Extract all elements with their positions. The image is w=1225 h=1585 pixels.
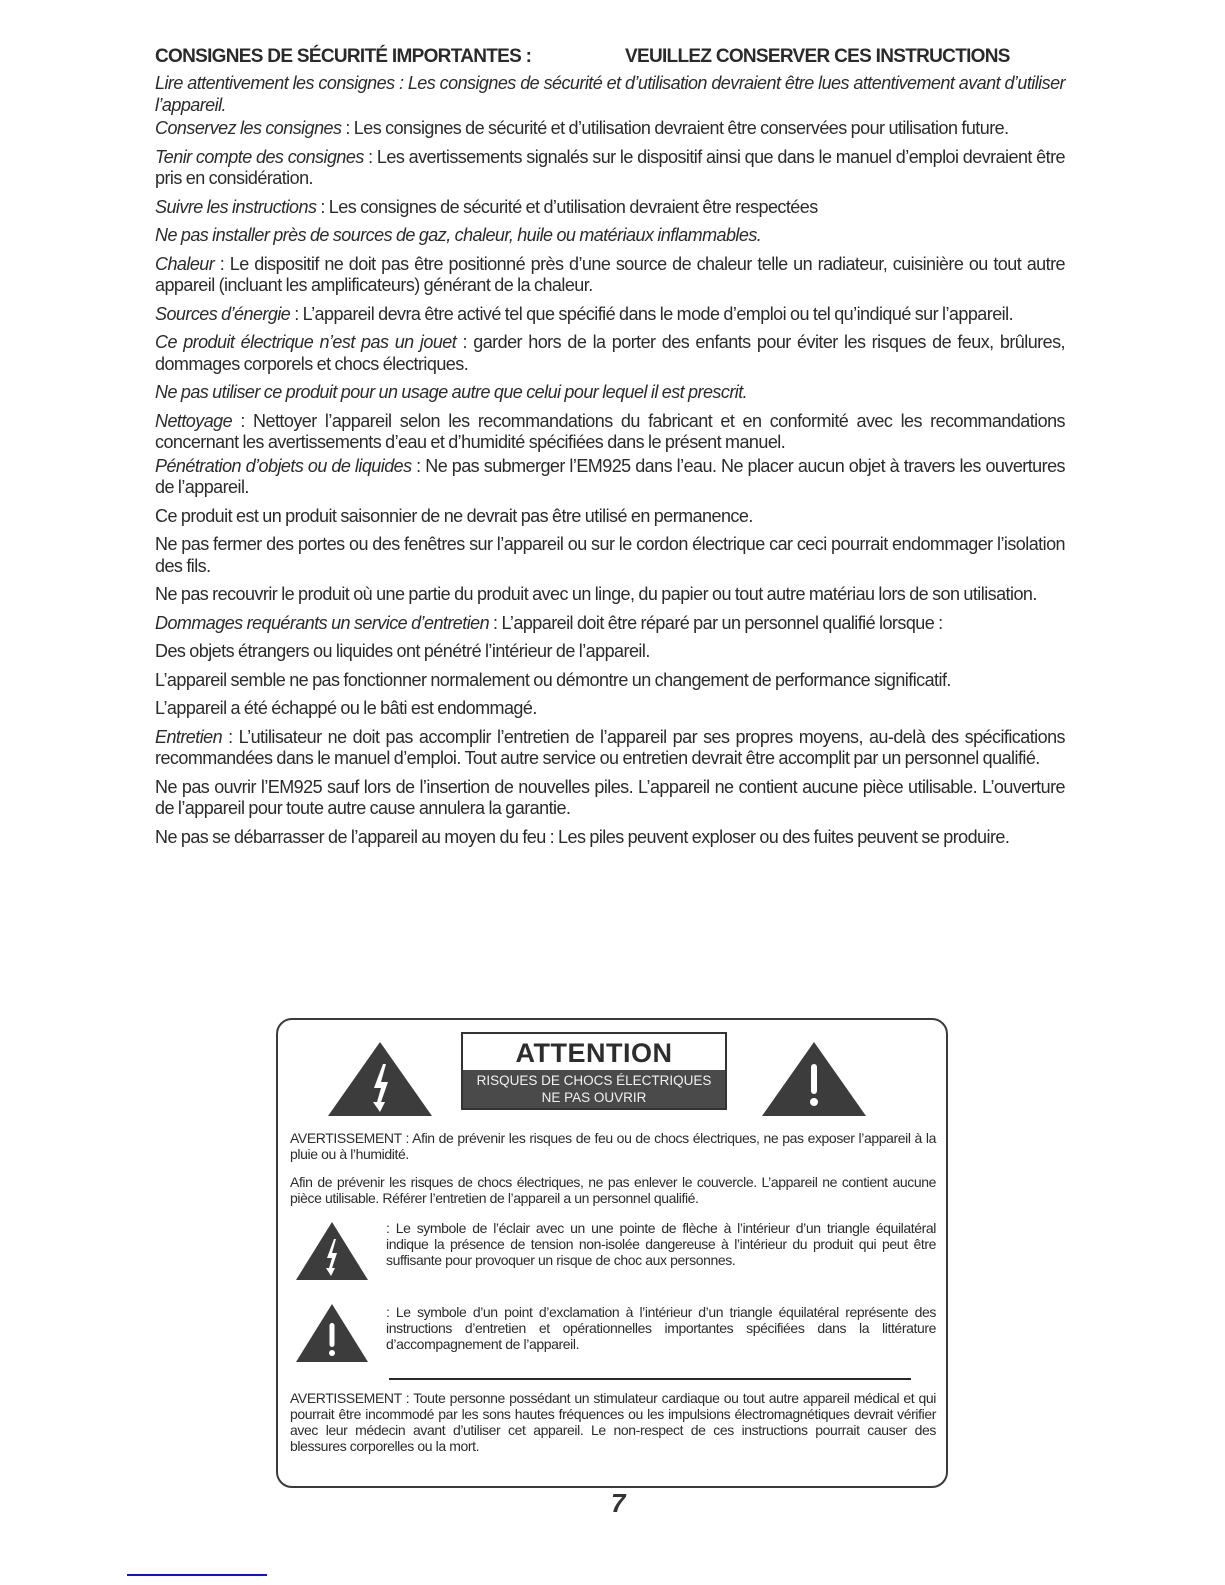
divider bbox=[389, 1378, 911, 1380]
paragraph: Nettoyage : Nettoyer l’appareil selon les recommandations du fabricant et en conformité avec les recommandations concernant les avertissements d’eau et d’humidité spécifiées dans le présent manuel. bbox=[155, 410, 1065, 452]
paragraph: Ne pas utiliser ce produit pour un usage autre que celui pour lequel il est prescrit. bbox=[155, 382, 748, 402]
heading-left: CONSIGNES DE SÉCURITÉ IMPORTANTES : bbox=[155, 46, 532, 67]
link-underline bbox=[127, 1574, 267, 1576]
paragraph: Chaleur : Le dispositif ne doit pas être positionné près d’une source de chaleur telle un radiateur, cuisinière ou tout autre appareil (incluant les amplificateurs) générant de la chaleur. bbox=[155, 253, 1065, 295]
attention-line-1: RISQUES DE CHOCS ÉLECTRIQUES bbox=[476, 1073, 712, 1088]
paragraph: Ce produit est un produit saisonnier de ne devrait pas être utilisé en permanence. bbox=[155, 505, 753, 526]
exclamation-symbol-description: : Le symbole d’un point d’exclamation à l’intérieur d’un triangle équilatéral représente des instructions d’entretien et opérationnelles importantes spécifiées dans la littérature d’accompagnement de l’appareil. bbox=[386, 1304, 936, 1352]
paragraph: Lire attentivement les consignes : Les consignes de sécurité et d’utilisation devraient être lues attentivement avant d’utiliser l’appareil. bbox=[155, 73, 1065, 115]
paragraph: L’appareil a été échappé ou le bâti est endommagé. bbox=[155, 698, 537, 718]
paragraph: Des objets étrangers ou liquides ont pénétré l’intérieur de l’appareil. bbox=[155, 641, 650, 661]
attention-label bbox=[461, 1032, 727, 1110]
safety-instructions bbox=[155, 73, 1065, 850]
warning-box bbox=[276, 1018, 948, 1488]
paragraph: Ne pas installer près de sources de gaz, chaleur, huile ou matériaux inflammables. bbox=[155, 225, 762, 245]
attention-band bbox=[463, 1070, 725, 1108]
warning-fire-humidity: AVERTISSEMENT : Afin de prévenir les risques de feu ou de chocs électriques, ne pas exposer l’appareil à la pluie ou à l’humidité. bbox=[290, 1130, 936, 1162]
paragraph: Tenir compte des consignes : Les avertissements signalés sur le dispositif ainsi que dans le manuel d’emploi devraient être pris en considération. bbox=[155, 146, 1065, 188]
warning-pacemaker: AVERTISSEMENT : Toute personne possédant un stimulateur cardiaque ou tout autre appareil médical et qui pourrait être incommodé par les sons hautes fréquences ou les impulsions électromagnétiques devrait vérifier avec leur médecin avant d’utiliser cet appareil. Le non-respect de ces instructions pourrait causer des blessures corporelles ou la mort. bbox=[290, 1390, 936, 1454]
paragraph: Ne pas se débarrasser de l’appareil au moyen du feu : Les piles peuvent exploser ou des fuites peuvent se produire. bbox=[155, 826, 1010, 847]
lightning-symbol-icon bbox=[296, 1222, 368, 1280]
paragraph: Ne pas recouvrir le produit où une partie du produit avec un linge, du papier ou tout autre matériau lors de son utilisation. bbox=[155, 584, 1037, 604]
attention-line-2: NE PAS OUVRIR bbox=[541, 1090, 647, 1105]
exclamation-warning-icon bbox=[762, 1042, 866, 1116]
paragraph: Suivre les instructions : Les consignes de sécurité et d’utilisation devraient être respectées bbox=[155, 196, 818, 217]
paragraph: Pénétration d’objets ou de liquides : Ne pas submerger l’EM925 dans l’eau. Ne placer aucun objet à travers les ouvertures de l’appareil. bbox=[155, 455, 1065, 497]
page-heading bbox=[155, 46, 1075, 70]
paragraph: Conservez les consignes : Les consignes de sécurité et d’utilisation devraient être conservées pour utilisation future. bbox=[155, 118, 1009, 138]
lightning-symbol-description: : Le symbole de l’éclair avec un une pointe de flèche à l’intérieur d’un triangle équilatéral indique la présence de tension non-isolée dangereuse à l’intérieur du produit qui peut être suffisante pour provoquer un risque de choc aux personnes. bbox=[386, 1220, 936, 1268]
paragraph: Dommages requérants un service d’entretien : L’appareil doit être réparé par un personnel qualifié lorsque : bbox=[155, 612, 943, 633]
paragraph: Ce produit électrique n’est pas un jouet : garder hors de la porter des enfants pour éviter les risques de feux, brûlures, dommages corporels et chocs électriques. bbox=[155, 332, 1065, 374]
paragraph: Ne pas fermer des portes ou des fenêtres sur l’appareil ou sur le cordon électrique car ceci pourrait endommager l’isolation des fils. bbox=[155, 534, 1065, 576]
heading-right: VEUILLEZ CONSERVER CES INSTRUCTIONS bbox=[625, 46, 1010, 67]
lightning-warning-icon bbox=[328, 1042, 432, 1116]
warning-cover: Afin de prévenir les risques de chocs électriques, ne pas enlever le couvercle. L’appareil ne contient aucune pièce utilisable. Référer l’entretien de l’appareil a un personnel qualifié. bbox=[290, 1174, 936, 1206]
exclamation-symbol-icon bbox=[296, 1304, 368, 1362]
paragraph: Sources d’énergie : L’appareil devra être activé tel que spécifié dans le mode d’emploi ou tel qu’indiqué sur l’appareil. bbox=[155, 303, 1014, 324]
page-number: 7 bbox=[611, 1488, 626, 1518]
paragraph: L’appareil semble ne pas fonctionner normalement ou démontre un changement de performance significatif. bbox=[155, 669, 951, 690]
paragraph: Ne pas ouvrir l’EM925 sauf lors de l’insertion de nouvelles piles. L’appareil ne contient aucune pièce utilisable. L’ouverture de l’appareil pour toute autre cause annulera la garantie. bbox=[155, 776, 1065, 818]
attention-title: ATTENTION bbox=[515, 1038, 673, 1068]
paragraph: Entretien : L’utilisateur ne doit pas accomplir l’entretien de l’appareil par ses propres moyens, au-delà des spécifications recommandées dans le manuel d’emploi. Tout autre service ou entretien devrait être accomplit par un personnel qualifié. bbox=[155, 726, 1065, 768]
